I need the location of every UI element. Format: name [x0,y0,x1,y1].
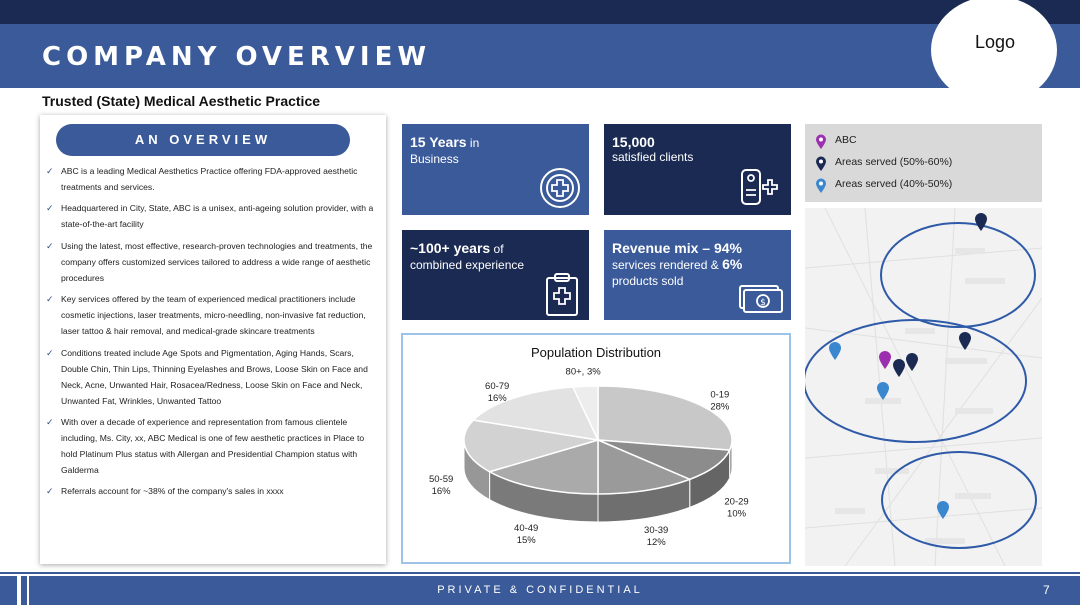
revenue-value: Revenue mix – 94% [612,240,742,256]
footer-text: PRIVATE & CONFIDENTIAL [437,584,643,596]
pie-label-40-49: 40-49 15% [514,522,539,546]
pie-label-50-59: 50-59 16% [428,473,454,497]
service-area-ellipse [881,223,1035,327]
map-legend [805,124,1042,202]
service-area-map [805,208,1042,566]
pin-icon [893,359,905,377]
bullet-item: ✓ Using the latest, most effective, research-proven technologies and treatments, the company offers customized services tailored to address a wide range of aesthetic procedures [46,238,382,286]
bullet-item: ✓ ABC is a leading Medical Aesthetics Practice offering FDA-approved aesthetic treatments and services. [46,163,382,195]
service-area-ellipse [805,320,1026,442]
page-number: 7 [1043,583,1050,597]
legend-label: Areas served (50%-60%) [835,156,953,168]
pie-label-0-19: 0-19 28% [710,389,730,413]
legend-item-40-50 [815,178,953,197]
legend-label: ABC [835,134,857,146]
logo: Logo [975,32,1016,52]
revenue-products-label: products sold [612,274,684,288]
pin-icon [829,342,841,360]
page-title: COMPANY OVERVIEW [42,42,432,72]
money-icon [736,282,786,314]
bullet-item: ✓ With over a decade of experience and representation from famous clientele including, Ms. City, xx, ABC Medical is one of few aesthetic practices in Place to hold Platinum Plus status with Allergan and Presidential Champion status with Galderma [46,414,382,478]
pin-icon [906,353,918,371]
clients-value: 15,000 [612,134,655,150]
pin-icon [815,178,827,194]
legend-item-50-60 [815,156,953,175]
revenue-products-value: 6% [722,256,743,272]
pin-icon [975,213,987,231]
revenue-services: services rendered & [612,258,723,272]
clients-tile [604,124,791,215]
bullet-item: ✓ Headquartered in City, State, ABC is a unisex, anti-ageing solution provider, with a state-of-the-art facility [46,200,382,232]
experience-label: combined experience [410,258,525,272]
pie-label-30-39: 30-39 12% [644,525,669,549]
revenue-tile [604,230,791,320]
pin-icon [815,134,827,150]
years-label: Business [410,152,459,166]
service-area-ellipse [882,452,1036,548]
pie-label-80+: 80+, 3% [565,366,601,378]
pin-icon [879,351,891,369]
pie-label-20-29: 20-29 10% [724,496,749,520]
bullet-item: ✓ Key services offered by the team of experienced medical practitioners include cosmetic injections, laser treatments, micro-needling, non-invasive fat reduction, laser tattoo & hair removal, and medical-grade skincare treatments [46,291,382,339]
experience-value: ~100+ years [410,240,491,256]
pie-chart-svg [403,335,789,562]
years-value: 15 Years [410,134,467,150]
map-svg [805,208,1042,566]
footer-line [0,572,1080,574]
chart-title: Population Distribution [530,345,662,360]
experience-tile [402,230,589,320]
overview-heading: AN OVERVIEW [56,124,350,156]
legend-label: Areas served (40%-50%) [835,178,953,190]
pie-label-60-79: 60-79 16% [485,380,510,404]
clipboard-icon [542,272,582,318]
clients-label: satisfied clients [612,150,694,164]
legend-item-abc [815,134,857,153]
svg-text:$: $ [760,298,766,308]
medical-cross-icon [538,166,582,210]
bullet-item: ✓ Conditions treated include Age Spots and Pigmentation, Aging Hands, Scars, Double Chin, Thin Lips, Thinning Eyelashes and Brows, Loose Skin on Face and Neck, Acne, Unwanted Hair, Rosacea/Redness, Loose Skin on Face and Neck, Unwanted Fat, Wrinkles, Unwanted Tattoo [46,345,382,409]
overview-bullets [46,163,382,505]
subtitle: Trusted (State) Medical Aesthetic Practice [42,93,321,109]
experience-inline: of [490,242,504,256]
pin-icon [815,156,827,172]
top-strip [0,0,1080,24]
pin-icon [877,382,889,400]
population-chart [401,333,791,564]
bullet-item: ✓ Referrals account for ~38% of the company's sales in xxxx [46,483,382,499]
patient-icon [736,164,784,210]
years-tile [402,124,589,215]
years-inline: in [466,136,480,150]
